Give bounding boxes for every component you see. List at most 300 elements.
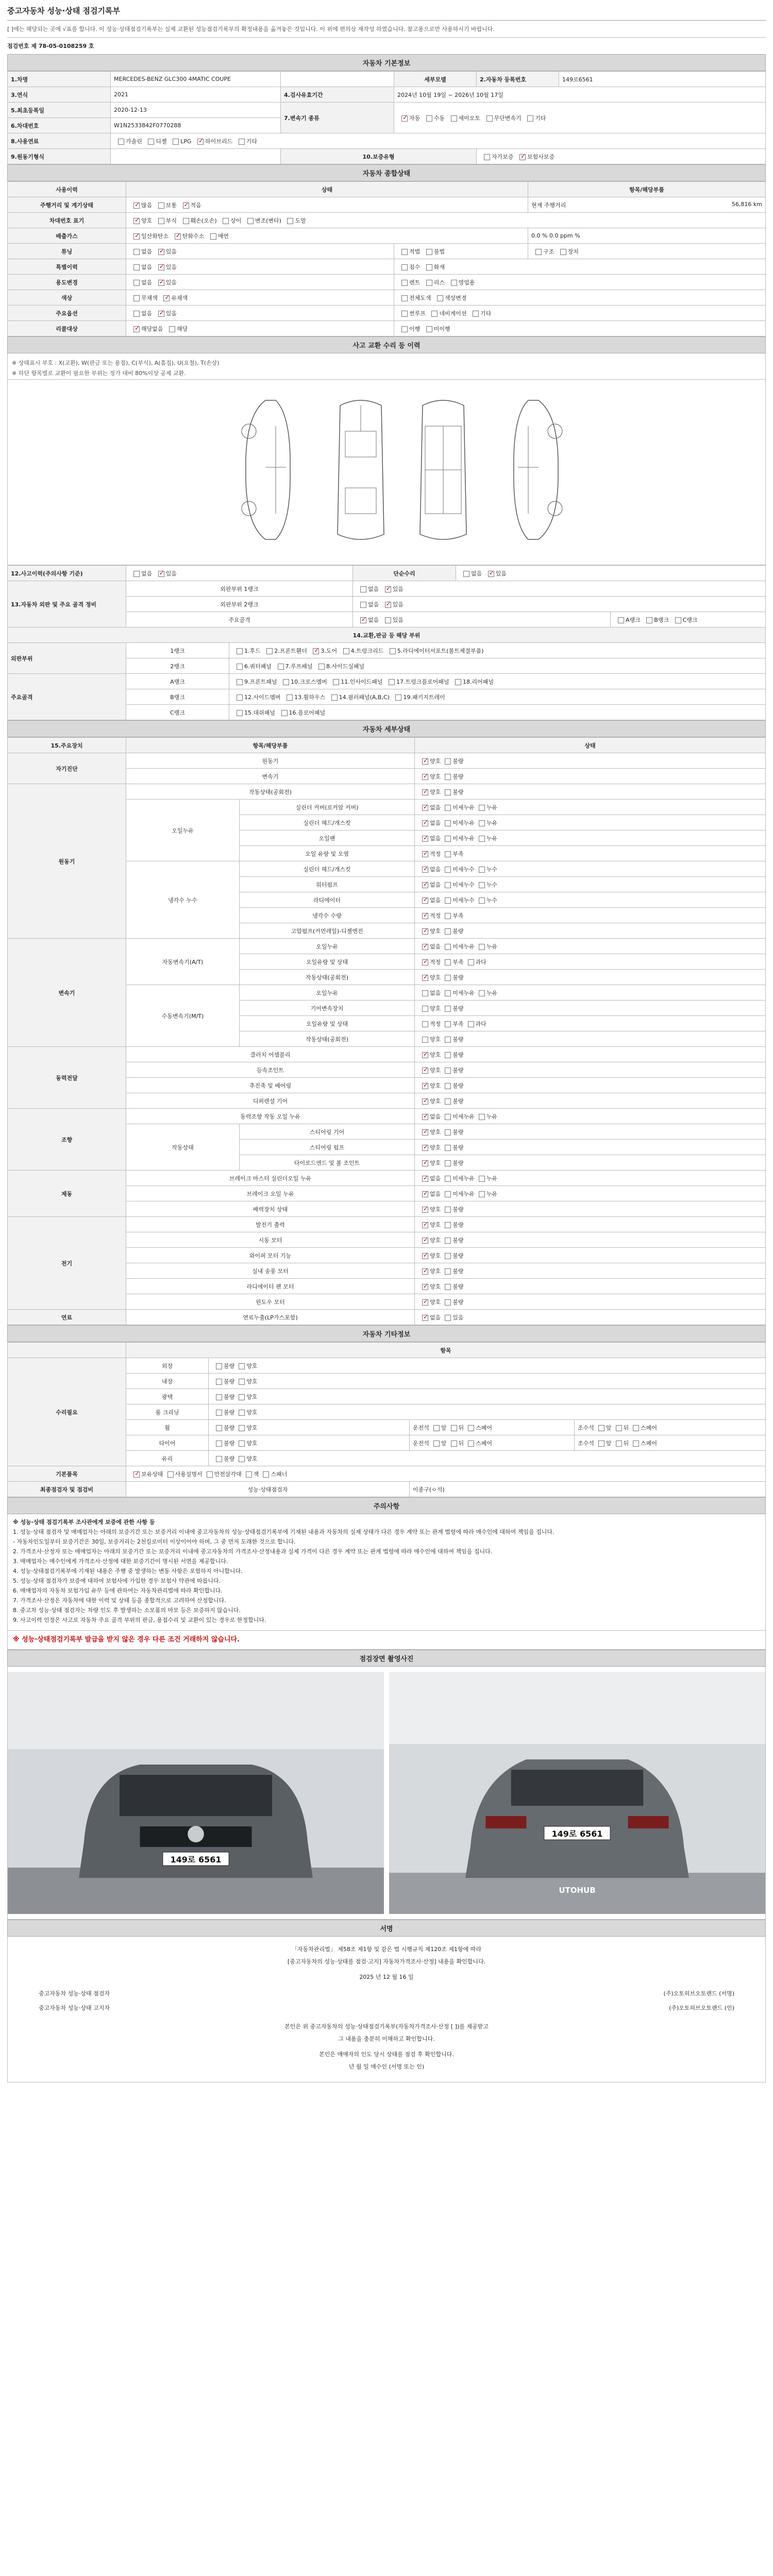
frame-b-checkbox[interactable] bbox=[646, 617, 652, 623]
detail-state-checkbox[interactable] bbox=[422, 867, 428, 873]
part-floor-panel-checkbox[interactable] bbox=[281, 710, 288, 716]
fuel-hybrid-label: 하이브리드 bbox=[205, 138, 233, 145]
part-radiator-checkbox[interactable] bbox=[390, 648, 396, 654]
detail-state-checkbox[interactable] bbox=[445, 789, 451, 795]
detail-state-checkbox[interactable] bbox=[445, 1176, 451, 1182]
tuning-sub-1 bbox=[394, 244, 528, 259]
frame-sub bbox=[611, 612, 766, 628]
sign-right-1[interactable]: (주)오토허브오토랜드 (서명) bbox=[663, 1990, 734, 1997]
vin-damage-label: 훼손(오손) bbox=[190, 217, 217, 224]
fuel-etc-checkbox[interactable] bbox=[239, 139, 245, 145]
transmission-auto-checkbox[interactable] bbox=[401, 115, 408, 122]
detail-state-checkbox[interactable] bbox=[445, 1006, 451, 1012]
tuning-structure-checkbox[interactable] bbox=[535, 249, 542, 255]
detail-state-label: 양호 bbox=[430, 1144, 441, 1151]
basic-row-5 bbox=[8, 133, 766, 149]
detail-state-checkbox[interactable] bbox=[422, 789, 428, 795]
sign-right-2[interactable]: (주)오토허브오토랜드 (인) bbox=[669, 2005, 734, 2011]
detail-state-checkbox[interactable] bbox=[445, 1052, 451, 1058]
part-door-checkbox[interactable] bbox=[313, 648, 319, 654]
fuel-diesel-checkbox[interactable] bbox=[148, 139, 154, 145]
detail-state-label: 미세누유 bbox=[452, 819, 475, 826]
other-state-label: 불량 bbox=[224, 1409, 235, 1416]
detail-item-label: 원동기 bbox=[126, 753, 415, 769]
detail-state-checkbox[interactable] bbox=[422, 959, 428, 965]
car-top-front-icon bbox=[327, 395, 394, 545]
tuning-device-checkbox[interactable] bbox=[560, 249, 566, 255]
part-dash-panel-checkbox[interactable] bbox=[237, 710, 243, 716]
vin-damage-checkbox[interactable] bbox=[183, 218, 189, 224]
emission-co-checkbox[interactable] bbox=[133, 233, 140, 240]
caution-lead: ※ 성능·상태 점검기록부 조사관에게 보증에 관한 사항 등 bbox=[13, 1519, 155, 1526]
detail-state-checkbox[interactable] bbox=[422, 1207, 428, 1213]
detail-state-checkbox[interactable] bbox=[445, 882, 451, 888]
detail-state-checkbox[interactable] bbox=[445, 867, 451, 873]
detail-state-checkbox[interactable] bbox=[422, 1253, 428, 1259]
other-state-checkbox[interactable] bbox=[216, 1440, 222, 1447]
detail-state-label: 미세누유 bbox=[452, 804, 475, 811]
detail-state-checkbox[interactable] bbox=[445, 758, 451, 765]
detail-state-checkbox[interactable] bbox=[445, 836, 451, 842]
detail-state-checkbox[interactable] bbox=[422, 897, 428, 904]
detail-state-checkbox[interactable] bbox=[422, 1284, 428, 1290]
detail-state-checkbox[interactable] bbox=[479, 944, 485, 950]
part-sidemember-label: 12.사이드멤버 bbox=[244, 693, 281, 701]
car-right-side-icon bbox=[497, 395, 569, 545]
other-state-checkbox[interactable] bbox=[216, 1456, 222, 1462]
frame-c-checkbox[interactable] bbox=[675, 617, 681, 623]
detail-state-label: 없음 bbox=[430, 1314, 441, 1321]
sign-row-2 bbox=[8, 2001, 765, 2015]
part-hood-checkbox[interactable] bbox=[237, 648, 243, 654]
detail-state-checkbox[interactable] bbox=[422, 1021, 428, 1027]
parts-head: 14.교환,판금 등 해당 부위 bbox=[8, 628, 766, 643]
part-trunk-label: 4.트렁크리드 bbox=[350, 647, 384, 654]
detail-header-row bbox=[8, 738, 766, 753]
vin-rust-checkbox[interactable] bbox=[158, 218, 164, 224]
other-basic-checkbox[interactable] bbox=[263, 1471, 269, 1478]
detail-state-label: 누유 bbox=[486, 1190, 498, 1197]
other-wheel-checkbox[interactable] bbox=[616, 1425, 622, 1431]
usage-none-checkbox[interactable] bbox=[133, 280, 140, 286]
detail-state-checkbox[interactable] bbox=[445, 1268, 451, 1275]
vin-rust-label: 부식 bbox=[165, 217, 177, 224]
special-flood-checkbox[interactable] bbox=[401, 264, 408, 270]
mileage-value: 56,816 km bbox=[731, 200, 762, 208]
detail-state-checkbox[interactable] bbox=[422, 1098, 428, 1105]
detail-state-checkbox[interactable] bbox=[445, 1145, 451, 1151]
color-row bbox=[8, 290, 766, 306]
detail-state-checkbox[interactable] bbox=[422, 1037, 428, 1043]
other-state-options bbox=[209, 1404, 766, 1420]
detail-state-checkbox[interactable] bbox=[479, 1114, 485, 1120]
detail-state-checkbox[interactable] bbox=[445, 913, 451, 919]
transmission-manual-checkbox[interactable] bbox=[426, 115, 432, 122]
emission-smoke-checkbox[interactable] bbox=[210, 233, 216, 240]
detail-item-label: 브레이크 오일 누유 bbox=[126, 1186, 415, 1201]
detail-state-checkbox[interactable] bbox=[422, 1114, 428, 1120]
detail-state-checkbox[interactable] bbox=[445, 928, 451, 935]
detail-state-checkbox[interactable] bbox=[468, 959, 474, 965]
detail-state-checkbox[interactable] bbox=[479, 1176, 485, 1182]
detail-item-label: 스티어링 펌프 bbox=[240, 1140, 415, 1155]
detail-state-checkbox[interactable] bbox=[422, 1129, 428, 1136]
detail-state-checkbox[interactable] bbox=[445, 1222, 451, 1228]
other-state-checkbox[interactable] bbox=[239, 1456, 245, 1462]
detail-state-checkbox[interactable] bbox=[445, 820, 451, 826]
detail-item-label: 실내 송풍 모터 bbox=[126, 1263, 415, 1279]
other-basic-checkbox[interactable] bbox=[207, 1471, 213, 1478]
color-change-checkbox[interactable] bbox=[437, 295, 443, 301]
detail-item-label: 타이로드엔드 및 볼 조인트 bbox=[240, 1155, 415, 1171]
car-front-photo-icon bbox=[8, 1672, 384, 1914]
recall-row bbox=[8, 321, 766, 336]
usage-rent-checkbox[interactable] bbox=[401, 280, 408, 286]
detail-state-checkbox[interactable] bbox=[445, 1114, 451, 1120]
other-state-label: 양호 bbox=[246, 1362, 258, 1369]
detail-state-checkbox[interactable] bbox=[422, 1268, 428, 1275]
recall-yes-checkbox[interactable] bbox=[169, 326, 175, 332]
other-basic-checkbox[interactable] bbox=[167, 1471, 174, 1478]
detail-state-checkbox[interactable] bbox=[422, 1067, 428, 1074]
detail-state-checkbox[interactable] bbox=[422, 1145, 428, 1151]
accident-q1-label: 12.사고이력(주의사항 기준) bbox=[8, 566, 126, 581]
parts-r3-list bbox=[229, 674, 766, 689]
detail-state-options bbox=[415, 1263, 766, 1279]
detail-item-label: 디퍼렌셜 기어 bbox=[126, 1093, 415, 1109]
emission-co-label: 일산화탄소 bbox=[141, 232, 169, 240]
state-col-note: 항목/해당부품 bbox=[528, 182, 766, 197]
detail-group-label: 조향 bbox=[8, 1109, 126, 1171]
part-quarter-checkbox[interactable] bbox=[237, 664, 243, 670]
detail-state-checkbox[interactable] bbox=[479, 882, 485, 888]
other-wheel-checkbox[interactable] bbox=[468, 1440, 474, 1447]
detail-state-checkbox[interactable] bbox=[468, 1021, 474, 1027]
other-state-checkbox[interactable] bbox=[216, 1410, 222, 1416]
other-wheel-checkbox[interactable] bbox=[433, 1440, 440, 1447]
detail-state-checkbox[interactable] bbox=[422, 820, 428, 826]
detail-state-checkbox[interactable] bbox=[422, 1238, 428, 1244]
rank2-options bbox=[353, 597, 766, 612]
detail-state-options bbox=[415, 1124, 766, 1140]
detail-state-checkbox[interactable] bbox=[422, 975, 428, 981]
detail-state-checkbox[interactable] bbox=[479, 867, 485, 873]
rank2-yes-checkbox[interactable] bbox=[385, 602, 391, 608]
detail-state-checkbox[interactable] bbox=[422, 990, 428, 996]
detail-state-checkbox[interactable] bbox=[445, 1191, 451, 1197]
part-rear-panel-checkbox[interactable] bbox=[455, 679, 461, 685]
detail-state-checkbox[interactable] bbox=[479, 1191, 485, 1197]
detail-state-checkbox[interactable] bbox=[445, 944, 451, 950]
detail-state-options bbox=[415, 1047, 766, 1062]
detail-state-checkbox[interactable] bbox=[445, 1037, 451, 1043]
parts-r3-row bbox=[8, 674, 766, 689]
doc-title: 중고자동차 성능·상태 점검기록부 bbox=[7, 0, 766, 21]
color-options bbox=[126, 290, 394, 306]
other-state-label: 양호 bbox=[246, 1409, 258, 1416]
other-wheel-checkbox[interactable] bbox=[433, 1425, 440, 1431]
recall-done-checkbox[interactable] bbox=[401, 326, 408, 332]
detail-state-checkbox[interactable] bbox=[479, 820, 485, 826]
option-etc-checkbox[interactable] bbox=[473, 311, 479, 317]
detail-state-label: 양호 bbox=[430, 1159, 441, 1166]
tuning-illegal-checkbox[interactable] bbox=[426, 249, 432, 255]
basic-row-1 bbox=[8, 72, 766, 87]
detail-sub-label: 자동변속기(A/T) bbox=[126, 939, 240, 985]
detail-state-checkbox[interactable] bbox=[445, 1160, 451, 1166]
simple-repair-none-checkbox[interactable] bbox=[463, 571, 469, 577]
detail-state-checkbox[interactable] bbox=[445, 959, 451, 965]
part-sidesill-checkbox[interactable] bbox=[318, 664, 325, 670]
detail-state-checkbox[interactable] bbox=[422, 882, 428, 888]
detail-state-checkbox[interactable] bbox=[445, 1083, 451, 1089]
usage-label: 용도변경 bbox=[8, 275, 126, 290]
detail-state-checkbox[interactable] bbox=[422, 928, 428, 935]
color-achromatic-checkbox[interactable] bbox=[133, 295, 140, 301]
part-sidemember-checkbox[interactable] bbox=[237, 694, 243, 701]
detail-state-checkbox[interactable] bbox=[445, 1129, 451, 1136]
option-yes-label: 있음 bbox=[165, 310, 177, 317]
caution-item: 9. 사고이력 인정은 사고로 자동차 주요 골격 부위의 판금, 용접수리 및 교환이 있는 경우로 한정합니다. bbox=[13, 1617, 266, 1623]
detail-state-label: 미세누유 bbox=[452, 1113, 475, 1120]
other-row bbox=[8, 1358, 766, 1374]
accident-none-checkbox[interactable] bbox=[133, 571, 140, 577]
detail-state-checkbox[interactable] bbox=[445, 1238, 451, 1244]
option-nav-checkbox[interactable] bbox=[431, 311, 438, 317]
part-wheelhouse-checkbox[interactable] bbox=[287, 694, 293, 701]
mileage-many-label: 많음 bbox=[141, 201, 153, 209]
detail-state-label: 미세누유 bbox=[452, 943, 475, 950]
vin-paint-checkbox[interactable] bbox=[287, 218, 293, 224]
detail-state-checkbox[interactable] bbox=[445, 805, 451, 811]
mileage-many-checkbox[interactable] bbox=[133, 202, 140, 209]
detail-item-label: 연료누출(LP가스포함) bbox=[126, 1310, 415, 1325]
detail-state-checkbox[interactable] bbox=[422, 1191, 428, 1197]
detail-state-checkbox[interactable] bbox=[422, 836, 428, 842]
other-wheel-sub-label: 앞 bbox=[606, 1424, 612, 1431]
part-trunk-floor-checkbox[interactable] bbox=[389, 679, 395, 685]
detail-state-checkbox[interactable] bbox=[479, 990, 485, 996]
fuel-gasoline-checkbox[interactable] bbox=[118, 139, 124, 145]
detail-state-checkbox[interactable] bbox=[445, 1098, 451, 1105]
special-none-checkbox[interactable] bbox=[133, 264, 140, 270]
part-crossmember-checkbox[interactable] bbox=[283, 679, 289, 685]
detail-state-checkbox[interactable] bbox=[479, 805, 485, 811]
special-yes-checkbox[interactable] bbox=[158, 264, 164, 270]
accident-yes-checkbox[interactable] bbox=[158, 571, 164, 577]
car-left-side-icon bbox=[234, 395, 307, 545]
other-state-checkbox[interactable] bbox=[239, 1440, 245, 1447]
caution-item: 3. 매매업자는 매수인에게 가격조사·산정에 대한 보증기간이 명시된 서면을 제공합니다. bbox=[13, 1558, 228, 1565]
detail-state-options bbox=[415, 908, 766, 923]
detail-state-checkbox[interactable] bbox=[445, 774, 451, 780]
option-sunroof-checkbox[interactable] bbox=[401, 311, 408, 317]
detail-state-checkbox[interactable] bbox=[445, 1021, 451, 1027]
other-wheel-checkbox[interactable] bbox=[598, 1425, 604, 1431]
recall-none-checkbox[interactable] bbox=[133, 326, 140, 332]
part-front-panel-checkbox[interactable] bbox=[237, 679, 243, 685]
detail-state-checkbox[interactable] bbox=[422, 1052, 428, 1058]
emission-options bbox=[126, 228, 528, 244]
detail-state-checkbox[interactable] bbox=[445, 1299, 451, 1306]
detail-state-checkbox[interactable] bbox=[422, 774, 428, 780]
sign-buyer[interactable]: 년 월 일 매수인 (서명 또는 인) bbox=[348, 2063, 425, 2070]
detail-state-checkbox[interactable] bbox=[445, 1207, 451, 1213]
fuel-lpg-checkbox[interactable] bbox=[173, 139, 179, 145]
other-state-checkbox[interactable] bbox=[216, 1394, 222, 1400]
usage-lease-checkbox[interactable] bbox=[426, 280, 432, 286]
detail-group-label: 제동 bbox=[8, 1171, 126, 1217]
other-state-label: 양호 bbox=[246, 1439, 258, 1447]
option-yes-checkbox[interactable] bbox=[158, 311, 164, 317]
other-state-checkbox[interactable] bbox=[216, 1379, 222, 1385]
sign-line1: 「자동차관리법」 제58조 제1항 및 같은 법 시행규칙 제120조 제1항에 따라 bbox=[291, 1946, 482, 1953]
other-state-checkbox[interactable] bbox=[216, 1425, 222, 1431]
detail-state-checkbox[interactable] bbox=[422, 944, 428, 950]
usage-business-checkbox[interactable] bbox=[451, 280, 457, 286]
detail-state-checkbox[interactable] bbox=[445, 990, 451, 996]
detail-state-checkbox[interactable] bbox=[445, 1284, 451, 1290]
detail-state-label: 없음 bbox=[430, 819, 441, 826]
detail-item-label: 고압펌프(커먼레일)-디젤엔진 bbox=[240, 923, 415, 939]
other-state-checkbox[interactable] bbox=[216, 1363, 222, 1369]
tuning-legal-checkbox[interactable] bbox=[401, 249, 408, 255]
detail-state-label: 양호 bbox=[430, 788, 441, 795]
recall-yes-label: 해당 bbox=[177, 325, 188, 332]
part-fender-checkbox[interactable] bbox=[266, 648, 273, 654]
other-basic-checkbox[interactable] bbox=[133, 1471, 140, 1478]
detail-state-checkbox[interactable] bbox=[445, 1253, 451, 1259]
part-package-tray-checkbox[interactable] bbox=[395, 694, 401, 701]
other-state-checkbox[interactable] bbox=[239, 1410, 245, 1416]
other-wheel-checkbox[interactable] bbox=[451, 1425, 457, 1431]
frame-a-checkbox[interactable] bbox=[618, 617, 624, 623]
warranty-insurance-checkbox[interactable] bbox=[519, 154, 526, 160]
engine-type-label: 9.원동기형식 bbox=[8, 149, 111, 164]
vin-diff-checkbox[interactable] bbox=[223, 218, 229, 224]
detail-state-checkbox[interactable] bbox=[422, 1160, 428, 1166]
detail-state-checkbox[interactable] bbox=[422, 805, 428, 811]
detail-state-checkbox[interactable] bbox=[479, 897, 485, 904]
part-crossmember-label: 10.크로스멤버 bbox=[291, 678, 327, 685]
caution-footer: ※ 성능·상태점검기록부 발급을 받지 않은 경우 다른 조건 거래하지 않습니다. bbox=[7, 1631, 766, 1650]
other-basic-checkbox[interactable] bbox=[246, 1471, 252, 1478]
fuel-hybrid-checkbox[interactable] bbox=[197, 139, 204, 145]
detail-state-checkbox[interactable] bbox=[422, 1299, 428, 1306]
detail-state-label: 양호 bbox=[430, 1206, 441, 1213]
rank1-none-checkbox[interactable] bbox=[360, 586, 366, 592]
detail-state-checkbox[interactable] bbox=[445, 1315, 451, 1321]
detail-state-label: 양호 bbox=[430, 1066, 441, 1074]
detail-state-label: 적정 bbox=[430, 958, 441, 965]
special-label: 특별이력 bbox=[8, 259, 126, 275]
detail-state-checkbox[interactable] bbox=[422, 758, 428, 765]
mileage-normal-checkbox[interactable] bbox=[158, 202, 164, 209]
other-wheel-checkbox[interactable] bbox=[598, 1440, 604, 1447]
vin-value: W1N2533842F0770288 bbox=[111, 118, 281, 133]
fuel-label: 8.사용연료 bbox=[8, 133, 111, 149]
detail-state-checkbox[interactable] bbox=[445, 851, 451, 857]
detail-row bbox=[8, 784, 766, 800]
tuning-none-checkbox[interactable] bbox=[133, 249, 140, 255]
detail-state-checkbox[interactable] bbox=[422, 1222, 428, 1228]
recall-notdone-checkbox[interactable] bbox=[426, 326, 432, 332]
detail-state-checkbox[interactable] bbox=[445, 897, 451, 904]
frame-none-checkbox[interactable] bbox=[360, 617, 366, 623]
other-state-checkbox[interactable] bbox=[239, 1363, 245, 1369]
detail-state-options bbox=[415, 892, 766, 908]
rank1-yes-checkbox[interactable] bbox=[385, 586, 391, 592]
other-state-options bbox=[209, 1420, 410, 1435]
part-roof-checkbox[interactable] bbox=[278, 664, 284, 670]
part-pillar-checkbox[interactable] bbox=[331, 694, 338, 701]
other-wheel-checkbox[interactable] bbox=[633, 1425, 639, 1431]
warranty-insurance-label: 보험사보증 bbox=[527, 153, 555, 160]
accident-head: 사고 교환 수리 등 이력 bbox=[7, 336, 766, 353]
transmission-cvt-checkbox[interactable] bbox=[486, 115, 493, 122]
transmission-etc-checkbox[interactable] bbox=[527, 115, 533, 122]
detail-state-label: 적정 bbox=[430, 1020, 441, 1027]
model-value: MERCEDES-BENZ GLC300 4MATIC COUPE bbox=[111, 72, 281, 87]
tuning-yes-label: 있음 bbox=[165, 248, 177, 255]
part-trunk-checkbox[interactable] bbox=[343, 648, 349, 654]
car-top-rear-icon bbox=[410, 395, 477, 545]
detail-state-checkbox[interactable] bbox=[422, 1176, 428, 1182]
detail-state-checkbox[interactable] bbox=[445, 975, 451, 981]
parts-r1-label: 1랭크 bbox=[126, 643, 229, 658]
other-basic-item-label: 잭 bbox=[253, 1470, 259, 1478]
usage-yes-checkbox[interactable] bbox=[158, 280, 164, 286]
other-wheel-checkbox[interactable] bbox=[451, 1440, 457, 1447]
vin-good-checkbox[interactable] bbox=[133, 218, 140, 224]
part-inside-panel-checkbox[interactable] bbox=[333, 679, 339, 685]
frame-yes-checkbox[interactable] bbox=[385, 617, 391, 623]
detail-state-checkbox[interactable] bbox=[422, 1083, 428, 1089]
detail-state-label: 누수 bbox=[486, 866, 498, 873]
caution-item: 5. 성능·상태 점검자가 보증에 대하여 보험사에 가입한 경우 보험사 약관에 따릅니다. bbox=[13, 1578, 221, 1584]
detail-state-checkbox[interactable] bbox=[445, 1067, 451, 1074]
detail-state-checkbox[interactable] bbox=[422, 851, 428, 857]
special-fire-checkbox[interactable] bbox=[426, 264, 432, 270]
rank2-none-checkbox[interactable] bbox=[360, 602, 366, 608]
vin-alter-checkbox[interactable] bbox=[247, 218, 254, 224]
tuning-yes-checkbox[interactable] bbox=[158, 249, 164, 255]
detail-state-checkbox[interactable] bbox=[422, 1006, 428, 1012]
other-state-checkbox[interactable] bbox=[239, 1425, 245, 1431]
other-item-label: 외장 bbox=[126, 1358, 209, 1374]
color-chromatic-checkbox[interactable] bbox=[163, 295, 170, 301]
warranty-self-checkbox[interactable] bbox=[484, 154, 490, 160]
other-item-label: 유리 bbox=[126, 1451, 209, 1466]
detail-state-checkbox[interactable] bbox=[422, 913, 428, 919]
other-wheel-sub-label: 뒤 bbox=[623, 1439, 629, 1447]
option-none-checkbox[interactable] bbox=[133, 311, 140, 317]
detail-state-checkbox[interactable] bbox=[422, 1315, 428, 1321]
other-wheel-checkbox[interactable] bbox=[616, 1440, 622, 1447]
plate-label: 2.자동차 등록번호 bbox=[477, 72, 559, 87]
transmission-semi-checkbox[interactable] bbox=[451, 115, 457, 122]
simple-repair-yes-checkbox[interactable] bbox=[488, 571, 494, 577]
other-state-checkbox[interactable] bbox=[239, 1379, 245, 1385]
other-state-checkbox[interactable] bbox=[239, 1394, 245, 1400]
mileage-few-checkbox[interactable] bbox=[183, 202, 189, 209]
color-full-paint-checkbox[interactable] bbox=[401, 295, 408, 301]
other-wheel-checkbox[interactable] bbox=[633, 1440, 639, 1447]
other-wheel-checkbox[interactable] bbox=[468, 1425, 474, 1431]
emission-hc-checkbox[interactable] bbox=[175, 233, 181, 240]
detail-state-checkbox[interactable] bbox=[479, 836, 485, 842]
detail-item-label: 실린더 헤드/개스킷 bbox=[240, 815, 415, 831]
